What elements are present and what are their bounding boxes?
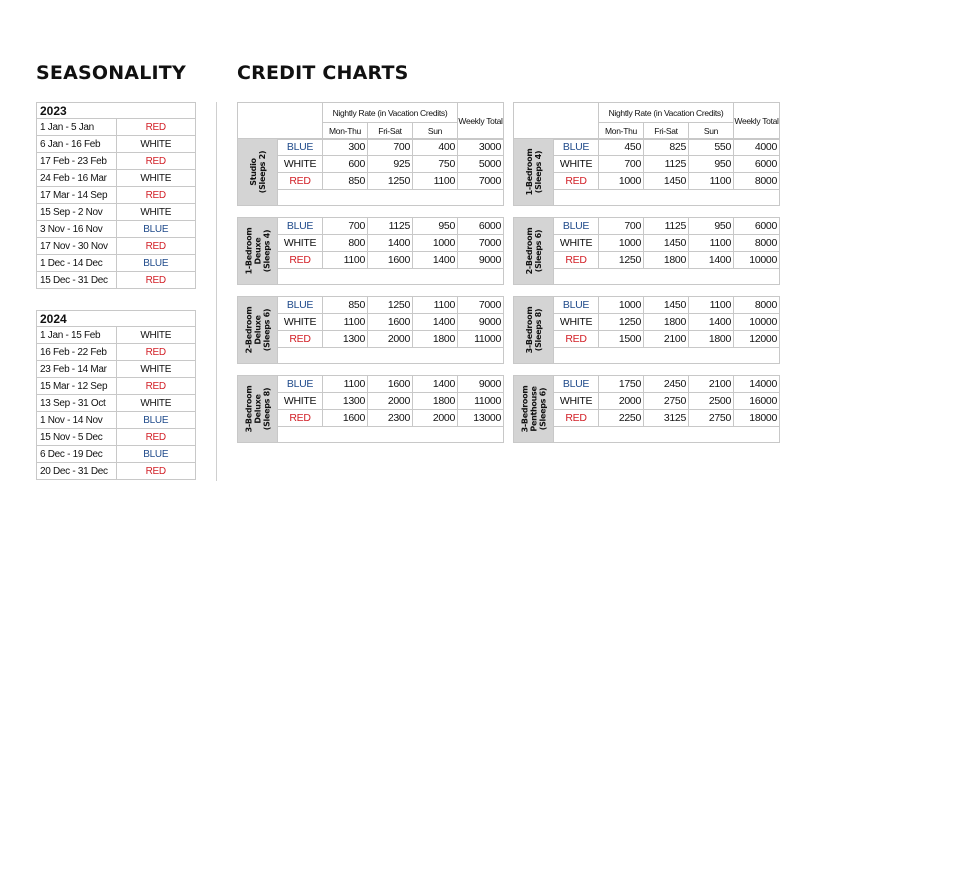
day-header-fri-sat: Fri-Sat [644, 123, 689, 140]
rate-fri-sat: 2000 [368, 331, 413, 348]
rate-weekly: 7000 [458, 173, 504, 190]
season-row [37, 361, 196, 378]
rate-season: WHITE [554, 393, 599, 410]
rate-weekly: 5000 [458, 156, 504, 173]
rate-mon-thu: 850 [323, 173, 368, 190]
date-range: 6 Dec - 19 Dec [37, 446, 117, 463]
year-label: 2024 [37, 311, 196, 327]
rate-row [238, 218, 504, 235]
rate-season: BLUE [554, 139, 599, 156]
rate-weekly: 11000 [458, 393, 504, 410]
season-name: BLUE [116, 446, 196, 463]
rate-season: RED [554, 331, 599, 348]
rate-season: BLUE [554, 218, 599, 235]
rate-row [238, 297, 504, 314]
unit-type-label [514, 139, 554, 206]
unit-rate-block [237, 138, 504, 206]
credit-charts-heading: CREDIT CHARTS [237, 62, 409, 84]
date-range: 15 Mar - 12 Sep [37, 378, 117, 395]
rate-season: RED [278, 173, 323, 190]
unit-rate-block [513, 375, 780, 443]
rate-season: RED [554, 252, 599, 269]
season-name: RED [116, 238, 196, 255]
year-row [37, 311, 196, 327]
rate-sun: 1400 [413, 252, 458, 269]
season-row [37, 204, 196, 221]
rate-fri-sat: 2300 [368, 410, 413, 427]
rate-sun: 950 [413, 218, 458, 235]
rate-sun: 1100 [689, 173, 734, 190]
date-range: 17 Mar - 14 Sep [37, 187, 117, 204]
spacer-cell [554, 427, 780, 443]
season-name: BLUE [116, 412, 196, 429]
rate-mon-thu: 1600 [323, 410, 368, 427]
rate-mon-thu: 1300 [323, 393, 368, 410]
rate-weekly: 6000 [734, 156, 780, 173]
day-header-mon-thu: Mon-Thu [323, 123, 368, 140]
rate-season: RED [554, 173, 599, 190]
rate-sun: 400 [413, 139, 458, 156]
rate-weekly: 16000 [734, 393, 780, 410]
rate-mon-thu: 1000 [599, 235, 644, 252]
rate-fri-sat: 1450 [644, 235, 689, 252]
rate-fri-sat: 700 [368, 139, 413, 156]
rate-weekly: 9000 [458, 376, 504, 393]
unit-type-label [238, 376, 278, 443]
date-range: 24 Feb - 16 Mar [37, 170, 117, 187]
unit-type-text: 1-Bedroom (Sleeps 4) [524, 148, 543, 196]
rate-mon-thu: 1250 [599, 252, 644, 269]
rate-mon-thu: 1100 [323, 314, 368, 331]
seasonality-heading: SEASONALITY [36, 62, 186, 84]
rate-mon-thu: 700 [599, 156, 644, 173]
rate-weekly: 9000 [458, 252, 504, 269]
season-row [37, 327, 196, 344]
season-name: RED [116, 119, 196, 136]
rate-weekly: 6000 [734, 218, 780, 235]
spacer-cell [554, 348, 780, 364]
date-range: 16 Feb - 22 Feb [37, 344, 117, 361]
season-name: RED [116, 187, 196, 204]
season-name: RED [116, 378, 196, 395]
rate-mon-thu: 1100 [323, 376, 368, 393]
unit-type-text: 3-Bedroom Deluxe (Sleeps 8) [244, 385, 271, 433]
unit-rate-block [237, 296, 504, 364]
day-header-sun: Sun [689, 123, 734, 140]
season-row [37, 136, 196, 153]
unit-rate-block [513, 296, 780, 364]
rate-sun: 1800 [413, 331, 458, 348]
unit-type-label [514, 297, 554, 364]
rate-weekly: 8000 [734, 297, 780, 314]
day-header-fri-sat: Fri-Sat [368, 123, 413, 140]
rate-fri-sat: 1450 [644, 173, 689, 190]
spacer-cell [278, 190, 504, 206]
rate-row [514, 297, 780, 314]
nightly-rate-header: Nightly Rate (in Vacation Credits) [323, 103, 458, 123]
unit-type-label [238, 139, 278, 206]
date-range: 13 Sep - 31 Oct [37, 395, 117, 412]
rate-weekly: 11000 [458, 331, 504, 348]
rate-fri-sat: 1125 [644, 218, 689, 235]
season-name: WHITE [116, 170, 196, 187]
season-name: WHITE [116, 327, 196, 344]
rate-fri-sat: 1250 [368, 297, 413, 314]
date-range: 15 Sep - 2 Nov [37, 204, 117, 221]
rate-sun: 1400 [689, 252, 734, 269]
rate-season: WHITE [278, 156, 323, 173]
unit-rate-block [513, 217, 780, 285]
rate-season: BLUE [554, 376, 599, 393]
rate-fri-sat: 2750 [644, 393, 689, 410]
rate-fri-sat: 1125 [368, 218, 413, 235]
rate-row [238, 139, 504, 156]
unit-type-text: 2-Bedroom Deluxe (Sleeps 6) [244, 306, 271, 354]
rate-mon-thu: 300 [323, 139, 368, 156]
rate-row [514, 376, 780, 393]
rate-fri-sat: 1125 [644, 156, 689, 173]
season-row [37, 170, 196, 187]
rate-season: WHITE [278, 235, 323, 252]
date-range: 3 Nov - 16 Nov [37, 221, 117, 238]
rate-sun: 1000 [413, 235, 458, 252]
rate-weekly: 7000 [458, 297, 504, 314]
rate-sun: 2500 [689, 393, 734, 410]
season-row [37, 446, 196, 463]
rate-mon-thu: 1100 [323, 252, 368, 269]
rate-fri-sat: 3125 [644, 410, 689, 427]
year-row [37, 103, 196, 119]
season-name: RED [116, 272, 196, 289]
date-range: 1 Nov - 14 Nov [37, 412, 117, 429]
rate-weekly: 18000 [734, 410, 780, 427]
rate-season: BLUE [278, 297, 323, 314]
rate-mon-thu: 1000 [599, 297, 644, 314]
season-name: WHITE [116, 204, 196, 221]
rate-season: RED [278, 252, 323, 269]
rate-season: BLUE [278, 376, 323, 393]
date-range: 6 Jan - 16 Feb [37, 136, 117, 153]
unit-type-label [238, 218, 278, 285]
rate-season: BLUE [278, 139, 323, 156]
rate-mon-thu: 800 [323, 235, 368, 252]
rate-sun: 2000 [413, 410, 458, 427]
spacer-cell [278, 427, 504, 443]
rate-mon-thu: 1000 [599, 173, 644, 190]
date-range: 20 Dec - 31 Dec [37, 463, 117, 480]
rate-fri-sat: 2100 [644, 331, 689, 348]
rate-weekly: 6000 [458, 218, 504, 235]
rate-season: RED [278, 410, 323, 427]
rate-fri-sat: 2450 [644, 376, 689, 393]
rate-weekly: 8000 [734, 173, 780, 190]
rate-mon-thu: 2000 [599, 393, 644, 410]
credit-chart-header [513, 102, 780, 140]
rate-season: WHITE [278, 314, 323, 331]
season-row [37, 272, 196, 289]
rate-weekly: 7000 [458, 235, 504, 252]
rate-season: WHITE [554, 235, 599, 252]
unit-type-text: 2-Bedroom (Sleeps 6) [524, 227, 543, 275]
header-blank [238, 103, 323, 140]
rate-row [514, 218, 780, 235]
rate-fri-sat: 1450 [644, 297, 689, 314]
nightly-rate-header: Nightly Rate (in Vacation Credits) [599, 103, 734, 123]
date-range: 17 Feb - 23 Feb [37, 153, 117, 170]
season-row [37, 238, 196, 255]
rate-sun: 550 [689, 139, 734, 156]
rate-weekly: 4000 [734, 139, 780, 156]
rate-season: WHITE [554, 156, 599, 173]
rate-mon-thu: 1250 [599, 314, 644, 331]
season-row [37, 153, 196, 170]
season-name: RED [116, 429, 196, 446]
weekly-total-header: Weekly Total [458, 103, 504, 140]
rate-season: BLUE [278, 218, 323, 235]
season-name: BLUE [116, 221, 196, 238]
season-row [37, 221, 196, 238]
rate-row [514, 139, 780, 156]
rate-weekly: 12000 [734, 331, 780, 348]
unit-type-label [514, 218, 554, 285]
spacer-cell [554, 190, 780, 206]
rate-mon-thu: 850 [323, 297, 368, 314]
rate-row [238, 376, 504, 393]
rate-sun: 950 [689, 218, 734, 235]
date-range: 15 Nov - 5 Dec [37, 429, 117, 446]
season-row [37, 395, 196, 412]
rate-sun: 2100 [689, 376, 734, 393]
unit-rate-block [513, 138, 780, 206]
day-header-mon-thu: Mon-Thu [599, 123, 644, 140]
date-range: 15 Dec - 31 Dec [37, 272, 117, 289]
rate-mon-thu: 1750 [599, 376, 644, 393]
season-row [37, 187, 196, 204]
unit-type-text: 3-Bedroom (Sleeps 8) [524, 306, 543, 354]
rate-mon-thu: 1300 [323, 331, 368, 348]
rate-sun: 1400 [689, 314, 734, 331]
rate-sun: 750 [413, 156, 458, 173]
season-name: RED [116, 153, 196, 170]
season-row [37, 255, 196, 272]
season-name: WHITE [116, 395, 196, 412]
rate-fri-sat: 2000 [368, 393, 413, 410]
season-name: BLUE [116, 255, 196, 272]
rate-season: RED [278, 331, 323, 348]
unit-type-label [514, 376, 554, 443]
rate-mon-thu: 700 [323, 218, 368, 235]
rate-weekly: 10000 [734, 314, 780, 331]
date-range: 17 Nov - 30 Nov [37, 238, 117, 255]
season-row [37, 344, 196, 361]
rate-fri-sat: 1800 [644, 314, 689, 331]
rate-weekly: 9000 [458, 314, 504, 331]
unit-type-text: Studio (Sleeps 2) [248, 150, 267, 194]
rate-season: WHITE [278, 393, 323, 410]
rate-mon-thu: 450 [599, 139, 644, 156]
rate-fri-sat: 1600 [368, 252, 413, 269]
rate-weekly: 8000 [734, 235, 780, 252]
rate-mon-thu: 2250 [599, 410, 644, 427]
rate-season: RED [554, 410, 599, 427]
spacer-cell [278, 269, 504, 285]
rate-mon-thu: 700 [599, 218, 644, 235]
season-name: RED [116, 344, 196, 361]
rate-sun: 1800 [689, 331, 734, 348]
day-header-sun: Sun [413, 123, 458, 140]
unit-rate-block [237, 375, 504, 443]
season-name: RED [116, 463, 196, 480]
rate-sun: 1400 [413, 376, 458, 393]
date-range: 1 Jan - 5 Jan [37, 119, 117, 136]
rate-sun: 2750 [689, 410, 734, 427]
rate-season: BLUE [554, 297, 599, 314]
rate-sun: 950 [689, 156, 734, 173]
rate-fri-sat: 1600 [368, 314, 413, 331]
rate-sun: 1100 [689, 297, 734, 314]
year-label: 2023 [37, 103, 196, 119]
rate-weekly: 3000 [458, 139, 504, 156]
rate-mon-thu: 600 [323, 156, 368, 173]
season-row [37, 378, 196, 395]
rate-fri-sat: 1600 [368, 376, 413, 393]
rate-weekly: 10000 [734, 252, 780, 269]
rate-fri-sat: 1400 [368, 235, 413, 252]
rate-sun: 1400 [413, 314, 458, 331]
season-row [37, 463, 196, 480]
spacer-cell [278, 348, 504, 364]
unit-type-label [238, 297, 278, 364]
rate-sun: 1100 [689, 235, 734, 252]
season-name: WHITE [116, 361, 196, 378]
weekly-total-header: Weekly Total [734, 103, 780, 140]
unit-type-text: 1-Bedroom Deuxe (Sleeps 4) [244, 227, 271, 275]
rate-sun: 1800 [413, 393, 458, 410]
date-range: 1 Dec - 14 Dec [37, 255, 117, 272]
seasonality-table-2024 [36, 310, 196, 480]
rate-fri-sat: 1800 [644, 252, 689, 269]
seasonality-table-2023 [36, 102, 196, 289]
rate-season: WHITE [554, 314, 599, 331]
date-range: 23 Feb - 14 Mar [37, 361, 117, 378]
season-row [37, 119, 196, 136]
rate-fri-sat: 1250 [368, 173, 413, 190]
rate-weekly: 13000 [458, 410, 504, 427]
credit-chart-header [237, 102, 504, 140]
header-blank [514, 103, 599, 140]
section-divider [216, 102, 217, 481]
spacer-cell [554, 269, 780, 285]
rate-weekly: 14000 [734, 376, 780, 393]
rate-sun: 1100 [413, 173, 458, 190]
season-row [37, 429, 196, 446]
rate-fri-sat: 825 [644, 139, 689, 156]
unit-rate-block [237, 217, 504, 285]
season-row [37, 412, 196, 429]
rate-fri-sat: 925 [368, 156, 413, 173]
unit-type-text: 3-Bedroom Penthouse (Sleeps 6) [520, 385, 547, 433]
date-range: 1 Jan - 15 Feb [37, 327, 117, 344]
season-name: WHITE [116, 136, 196, 153]
rate-mon-thu: 1500 [599, 331, 644, 348]
rate-sun: 1100 [413, 297, 458, 314]
